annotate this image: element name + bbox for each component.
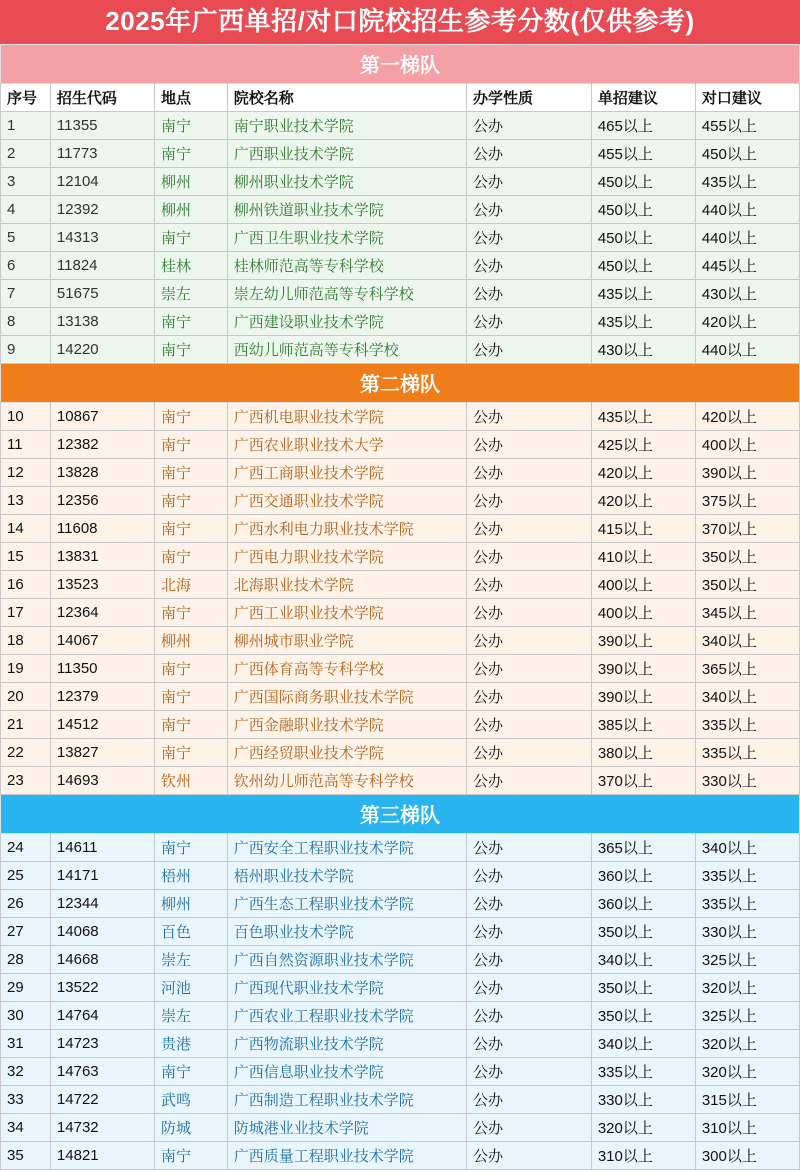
cell-name: 广西体育高等专科学校 xyxy=(227,655,466,683)
table-row xyxy=(1,403,800,431)
cell-city: 南宁 xyxy=(154,711,227,739)
cell-code: 11355 xyxy=(50,112,154,140)
cell-city: 南宁 xyxy=(154,403,227,431)
table-row xyxy=(1,336,800,364)
cell-name: 柳州城市职业学院 xyxy=(227,627,466,655)
table-row xyxy=(1,459,800,487)
cell-dz: 390以上 xyxy=(591,655,695,683)
cell-type: 公办 xyxy=(467,767,592,795)
cell-code: 14821 xyxy=(50,1142,154,1170)
cell-name: 广西金融职业技术学院 xyxy=(227,711,466,739)
cell-type: 公办 xyxy=(467,683,592,711)
cell-dk: 365以上 xyxy=(695,655,799,683)
cell-idx: 1 xyxy=(1,112,51,140)
cell-idx: 12 xyxy=(1,459,51,487)
cell-name: 广西国际商务职业技术学院 xyxy=(227,683,466,711)
cell-dk: 320以上 xyxy=(695,1058,799,1086)
cell-idx: 17 xyxy=(1,599,51,627)
table-row xyxy=(1,543,800,571)
cell-dz: 420以上 xyxy=(591,459,695,487)
cell-city: 南宁 xyxy=(154,683,227,711)
cell-type: 公办 xyxy=(467,252,592,280)
table-body xyxy=(1,45,800,1170)
cell-name: 广西制造工程职业技术学院 xyxy=(227,1086,466,1114)
cell-name: 柳州职业技术学院 xyxy=(227,168,466,196)
cell-dk: 375以上 xyxy=(695,487,799,515)
cell-name: 柳州铁道职业技术学院 xyxy=(227,196,466,224)
table-row xyxy=(1,890,800,918)
table-row xyxy=(1,739,800,767)
cell-city: 北海 xyxy=(154,571,227,599)
cell-idx: 34 xyxy=(1,1114,51,1142)
cell-idx: 19 xyxy=(1,655,51,683)
table-row xyxy=(1,571,800,599)
cell-idx: 3 xyxy=(1,168,51,196)
table-row xyxy=(1,487,800,515)
cell-dz: 435以上 xyxy=(591,280,695,308)
cell-code: 12104 xyxy=(50,168,154,196)
cell-name: 钦州幼儿师范高等专科学校 xyxy=(227,767,466,795)
cell-dz: 450以上 xyxy=(591,168,695,196)
cell-name: 广西工商职业技术学院 xyxy=(227,459,466,487)
table-row xyxy=(1,140,800,168)
cell-type: 公办 xyxy=(467,336,592,364)
table-row xyxy=(1,655,800,683)
table-row xyxy=(1,308,800,336)
table-row xyxy=(1,431,800,459)
cell-code: 11608 xyxy=(50,515,154,543)
table-row xyxy=(1,711,800,739)
cell-idx: 25 xyxy=(1,862,51,890)
cell-code: 14220 xyxy=(50,336,154,364)
cell-dk: 335以上 xyxy=(695,711,799,739)
cell-code: 14313 xyxy=(50,224,154,252)
cell-code: 12382 xyxy=(50,431,154,459)
cell-city: 柳州 xyxy=(154,627,227,655)
cell-name: 广西生态工程职业技术学院 xyxy=(227,890,466,918)
cell-dz: 320以上 xyxy=(591,1114,695,1142)
cell-type: 公办 xyxy=(467,711,592,739)
table-row xyxy=(1,1142,800,1170)
cell-city: 南宁 xyxy=(154,224,227,252)
cell-dk: 325以上 xyxy=(695,1002,799,1030)
cell-dz: 360以上 xyxy=(591,890,695,918)
cell-code: 12392 xyxy=(50,196,154,224)
cell-idx: 27 xyxy=(1,918,51,946)
cell-idx: 32 xyxy=(1,1058,51,1086)
cell-dz: 400以上 xyxy=(591,599,695,627)
cell-dk: 335以上 xyxy=(695,862,799,890)
cell-dk: 440以上 xyxy=(695,224,799,252)
cell-city: 南宁 xyxy=(154,140,227,168)
column-header: 单招建议 xyxy=(591,84,695,112)
cell-type: 公办 xyxy=(467,431,592,459)
table-row xyxy=(1,683,800,711)
cell-dz: 340以上 xyxy=(591,946,695,974)
cell-dk: 300以上 xyxy=(695,1142,799,1170)
cell-city: 南宁 xyxy=(154,655,227,683)
cell-dk: 335以上 xyxy=(695,890,799,918)
cell-name: 广西卫生职业技术学院 xyxy=(227,224,466,252)
cell-dz: 465以上 xyxy=(591,112,695,140)
cell-code: 13523 xyxy=(50,571,154,599)
cell-code: 14668 xyxy=(50,946,154,974)
cell-dz: 420以上 xyxy=(591,487,695,515)
cell-dk: 320以上 xyxy=(695,1030,799,1058)
cell-idx: 33 xyxy=(1,1086,51,1114)
cell-idx: 6 xyxy=(1,252,51,280)
cell-dz: 390以上 xyxy=(591,627,695,655)
table-row xyxy=(1,862,800,890)
cell-idx: 20 xyxy=(1,683,51,711)
cell-dk: 455以上 xyxy=(695,112,799,140)
cell-type: 公办 xyxy=(467,515,592,543)
cell-code: 13138 xyxy=(50,308,154,336)
cell-name: 广西职业技术学院 xyxy=(227,140,466,168)
page-title: 2025年广西单招/对口院校招生参考分数(仅供参考) xyxy=(0,0,800,44)
cell-dz: 455以上 xyxy=(591,140,695,168)
cell-name: 广西机电职业技术学院 xyxy=(227,403,466,431)
cell-idx: 16 xyxy=(1,571,51,599)
cell-dz: 360以上 xyxy=(591,862,695,890)
cell-name: 广西水利电力职业技术学院 xyxy=(227,515,466,543)
cell-city: 防城 xyxy=(154,1114,227,1142)
cell-type: 公办 xyxy=(467,140,592,168)
cell-name: 北海职业技术学院 xyxy=(227,571,466,599)
cell-name: 桂林师范高等专科学校 xyxy=(227,252,466,280)
cell-code: 14611 xyxy=(50,834,154,862)
cell-type: 公办 xyxy=(467,974,592,1002)
cell-city: 柳州 xyxy=(154,196,227,224)
table-row xyxy=(1,112,800,140)
column-header: 招生代码 xyxy=(50,84,154,112)
cell-code: 12344 xyxy=(50,890,154,918)
cell-city: 崇左 xyxy=(154,946,227,974)
cell-dk: 325以上 xyxy=(695,946,799,974)
cell-name: 南宁职业技术学院 xyxy=(227,112,466,140)
table-row xyxy=(1,515,800,543)
cell-code: 12364 xyxy=(50,599,154,627)
cell-name: 广西质量工程职业技术学院 xyxy=(227,1142,466,1170)
cell-dz: 450以上 xyxy=(591,252,695,280)
cell-code: 14067 xyxy=(50,627,154,655)
cell-dz: 350以上 xyxy=(591,974,695,1002)
cell-dk: 330以上 xyxy=(695,918,799,946)
cell-city: 河池 xyxy=(154,974,227,1002)
cell-code: 11824 xyxy=(50,252,154,280)
score-table xyxy=(0,44,800,1170)
cell-idx: 14 xyxy=(1,515,51,543)
cell-type: 公办 xyxy=(467,1058,592,1086)
cell-idx: 21 xyxy=(1,711,51,739)
cell-dz: 380以上 xyxy=(591,739,695,767)
column-header: 序号 xyxy=(1,84,51,112)
cell-idx: 11 xyxy=(1,431,51,459)
cell-code: 14068 xyxy=(50,918,154,946)
cell-idx: 15 xyxy=(1,543,51,571)
cell-city: 南宁 xyxy=(154,336,227,364)
cell-dz: 370以上 xyxy=(591,767,695,795)
cell-code: 13522 xyxy=(50,974,154,1002)
cell-type: 公办 xyxy=(467,739,592,767)
cell-dk: 340以上 xyxy=(695,627,799,655)
cell-idx: 8 xyxy=(1,308,51,336)
table-row xyxy=(1,946,800,974)
cell-city: 南宁 xyxy=(154,1142,227,1170)
cell-code: 11350 xyxy=(50,655,154,683)
cell-city: 百色 xyxy=(154,918,227,946)
cell-name: 广西农业职业技术大学 xyxy=(227,431,466,459)
cell-type: 公办 xyxy=(467,112,592,140)
cell-code: 13828 xyxy=(50,459,154,487)
column-header-row xyxy=(1,84,800,112)
cell-dk: 430以上 xyxy=(695,280,799,308)
cell-city: 南宁 xyxy=(154,459,227,487)
column-header: 办学性质 xyxy=(467,84,592,112)
table-row xyxy=(1,1058,800,1086)
table-row xyxy=(1,168,800,196)
cell-dz: 425以上 xyxy=(591,431,695,459)
cell-name: 广西农业工程职业技术学院 xyxy=(227,1002,466,1030)
cell-city: 南宁 xyxy=(154,112,227,140)
cell-dz: 390以上 xyxy=(591,683,695,711)
cell-dk: 420以上 xyxy=(695,308,799,336)
table-row xyxy=(1,918,800,946)
cell-code: 14723 xyxy=(50,1030,154,1058)
cell-city: 崇左 xyxy=(154,280,227,308)
table-row xyxy=(1,1002,800,1030)
cell-city: 南宁 xyxy=(154,431,227,459)
table-row xyxy=(1,1114,800,1142)
cell-code: 13827 xyxy=(50,739,154,767)
cell-type: 公办 xyxy=(467,168,592,196)
table-row xyxy=(1,599,800,627)
table-row xyxy=(1,1030,800,1058)
cell-type: 公办 xyxy=(467,224,592,252)
table-row xyxy=(1,280,800,308)
cell-idx: 30 xyxy=(1,1002,51,1030)
cell-type: 公办 xyxy=(467,946,592,974)
cell-idx: 29 xyxy=(1,974,51,1002)
cell-name: 广西安全工程职业技术学院 xyxy=(227,834,466,862)
cell-name: 广西经贸职业技术学院 xyxy=(227,739,466,767)
cell-city: 柳州 xyxy=(154,890,227,918)
column-header: 院校名称 xyxy=(227,84,466,112)
cell-name: 广西现代职业技术学院 xyxy=(227,974,466,1002)
cell-city: 崇左 xyxy=(154,1002,227,1030)
cell-type: 公办 xyxy=(467,1030,592,1058)
cell-name: 广西电力职业技术学院 xyxy=(227,543,466,571)
cell-dz: 350以上 xyxy=(591,1002,695,1030)
cell-dz: 410以上 xyxy=(591,543,695,571)
cell-idx: 4 xyxy=(1,196,51,224)
cell-code: 11773 xyxy=(50,140,154,168)
cell-city: 南宁 xyxy=(154,308,227,336)
cell-dk: 435以上 xyxy=(695,168,799,196)
table-row xyxy=(1,627,800,655)
cell-type: 公办 xyxy=(467,280,592,308)
cell-idx: 22 xyxy=(1,739,51,767)
cell-type: 公办 xyxy=(467,1142,592,1170)
cell-type: 公办 xyxy=(467,196,592,224)
cell-type: 公办 xyxy=(467,403,592,431)
cell-type: 公办 xyxy=(467,918,592,946)
cell-code: 14693 xyxy=(50,767,154,795)
cell-idx: 31 xyxy=(1,1030,51,1058)
cell-name: 梧州职业技术学院 xyxy=(227,862,466,890)
cell-idx: 23 xyxy=(1,767,51,795)
cell-code: 14732 xyxy=(50,1114,154,1142)
cell-type: 公办 xyxy=(467,890,592,918)
tier-header-row xyxy=(1,795,800,834)
table-row xyxy=(1,767,800,795)
cell-dz: 335以上 xyxy=(591,1058,695,1086)
cell-dk: 340以上 xyxy=(695,834,799,862)
cell-dk: 390以上 xyxy=(695,459,799,487)
cell-type: 公办 xyxy=(467,627,592,655)
cell-city: 南宁 xyxy=(154,739,227,767)
cell-name: 崇左幼儿师范高等专科学校 xyxy=(227,280,466,308)
cell-type: 公办 xyxy=(467,308,592,336)
cell-dz: 385以上 xyxy=(591,711,695,739)
cell-code: 10867 xyxy=(50,403,154,431)
cell-name: 西幼儿师范高等专科学校 xyxy=(227,336,466,364)
cell-dk: 445以上 xyxy=(695,252,799,280)
cell-dz: 400以上 xyxy=(591,571,695,599)
cell-city: 武鸣 xyxy=(154,1086,227,1114)
cell-dk: 345以上 xyxy=(695,599,799,627)
cell-name: 百色职业技术学院 xyxy=(227,918,466,946)
cell-code: 51675 xyxy=(50,280,154,308)
cell-dk: 440以上 xyxy=(695,336,799,364)
cell-dz: 435以上 xyxy=(591,308,695,336)
cell-dz: 430以上 xyxy=(591,336,695,364)
cell-dz: 435以上 xyxy=(591,403,695,431)
cell-type: 公办 xyxy=(467,543,592,571)
table-row xyxy=(1,974,800,1002)
cell-idx: 26 xyxy=(1,890,51,918)
cell-code: 14764 xyxy=(50,1002,154,1030)
cell-dz: 330以上 xyxy=(591,1086,695,1114)
cell-dz: 450以上 xyxy=(591,224,695,252)
cell-type: 公办 xyxy=(467,1086,592,1114)
cell-code: 12356 xyxy=(50,487,154,515)
cell-type: 公办 xyxy=(467,1002,592,1030)
column-header: 地点 xyxy=(154,84,227,112)
cell-name: 广西建设职业技术学院 xyxy=(227,308,466,336)
cell-type: 公办 xyxy=(467,834,592,862)
cell-name: 防城港业业技术学院 xyxy=(227,1114,466,1142)
cell-name: 广西自然资源职业技术学院 xyxy=(227,946,466,974)
cell-dk: 420以上 xyxy=(695,403,799,431)
cell-name: 广西工业职业技术学院 xyxy=(227,599,466,627)
tier-label: 第二梯队 xyxy=(1,364,800,403)
cell-code: 14722 xyxy=(50,1086,154,1114)
cell-city: 柳州 xyxy=(154,168,227,196)
cell-city: 桂林 xyxy=(154,252,227,280)
cell-idx: 7 xyxy=(1,280,51,308)
table-row xyxy=(1,834,800,862)
cell-city: 贵港 xyxy=(154,1030,227,1058)
cell-idx: 2 xyxy=(1,140,51,168)
cell-type: 公办 xyxy=(467,599,592,627)
cell-dk: 310以上 xyxy=(695,1114,799,1142)
cell-type: 公办 xyxy=(467,571,592,599)
cell-code: 12379 xyxy=(50,683,154,711)
cell-type: 公办 xyxy=(467,655,592,683)
cell-idx: 5 xyxy=(1,224,51,252)
cell-city: 梧州 xyxy=(154,862,227,890)
cell-dk: 320以上 xyxy=(695,974,799,1002)
cell-dk: 315以上 xyxy=(695,1086,799,1114)
cell-code: 14512 xyxy=(50,711,154,739)
cell-dz: 450以上 xyxy=(591,196,695,224)
tier-label: 第三梯队 xyxy=(1,795,800,834)
cell-code: 14763 xyxy=(50,1058,154,1086)
cell-type: 公办 xyxy=(467,487,592,515)
table-row xyxy=(1,1086,800,1114)
cell-dk: 335以上 xyxy=(695,739,799,767)
cell-dz: 310以上 xyxy=(591,1142,695,1170)
cell-city: 南宁 xyxy=(154,834,227,862)
tier-header-row xyxy=(1,364,800,403)
cell-name: 广西交通职业技术学院 xyxy=(227,487,466,515)
cell-city: 南宁 xyxy=(154,515,227,543)
column-header: 对口建议 xyxy=(695,84,799,112)
cell-dk: 330以上 xyxy=(695,767,799,795)
cell-dk: 450以上 xyxy=(695,140,799,168)
cell-type: 公办 xyxy=(467,862,592,890)
cell-dk: 370以上 xyxy=(695,515,799,543)
cell-dz: 415以上 xyxy=(591,515,695,543)
cell-idx: 13 xyxy=(1,487,51,515)
cell-dk: 440以上 xyxy=(695,196,799,224)
cell-dz: 365以上 xyxy=(591,834,695,862)
cell-name: 广西信息职业技术学院 xyxy=(227,1058,466,1086)
table-row xyxy=(1,252,800,280)
cell-type: 公办 xyxy=(467,459,592,487)
cell-dz: 340以上 xyxy=(591,1030,695,1058)
cell-idx: 9 xyxy=(1,336,51,364)
cell-city: 南宁 xyxy=(154,487,227,515)
tier-label: 第一梯队 xyxy=(1,45,800,84)
cell-code: 14171 xyxy=(50,862,154,890)
cell-dk: 350以上 xyxy=(695,571,799,599)
table-row xyxy=(1,224,800,252)
tier-header-row xyxy=(1,45,800,84)
cell-idx: 35 xyxy=(1,1142,51,1170)
cell-city: 南宁 xyxy=(154,1058,227,1086)
cell-code: 13831 xyxy=(50,543,154,571)
cell-dz: 350以上 xyxy=(591,918,695,946)
table-row xyxy=(1,196,800,224)
cell-dk: 340以上 xyxy=(695,683,799,711)
cell-name: 广西物流职业技术学院 xyxy=(227,1030,466,1058)
cell-idx: 10 xyxy=(1,403,51,431)
cell-city: 钦州 xyxy=(154,767,227,795)
cell-dk: 350以上 xyxy=(695,543,799,571)
cell-idx: 18 xyxy=(1,627,51,655)
cell-idx: 24 xyxy=(1,834,51,862)
cell-idx: 28 xyxy=(1,946,51,974)
cell-city: 南宁 xyxy=(154,543,227,571)
cell-type: 公办 xyxy=(467,1114,592,1142)
cell-dk: 400以上 xyxy=(695,431,799,459)
cell-city: 南宁 xyxy=(154,599,227,627)
